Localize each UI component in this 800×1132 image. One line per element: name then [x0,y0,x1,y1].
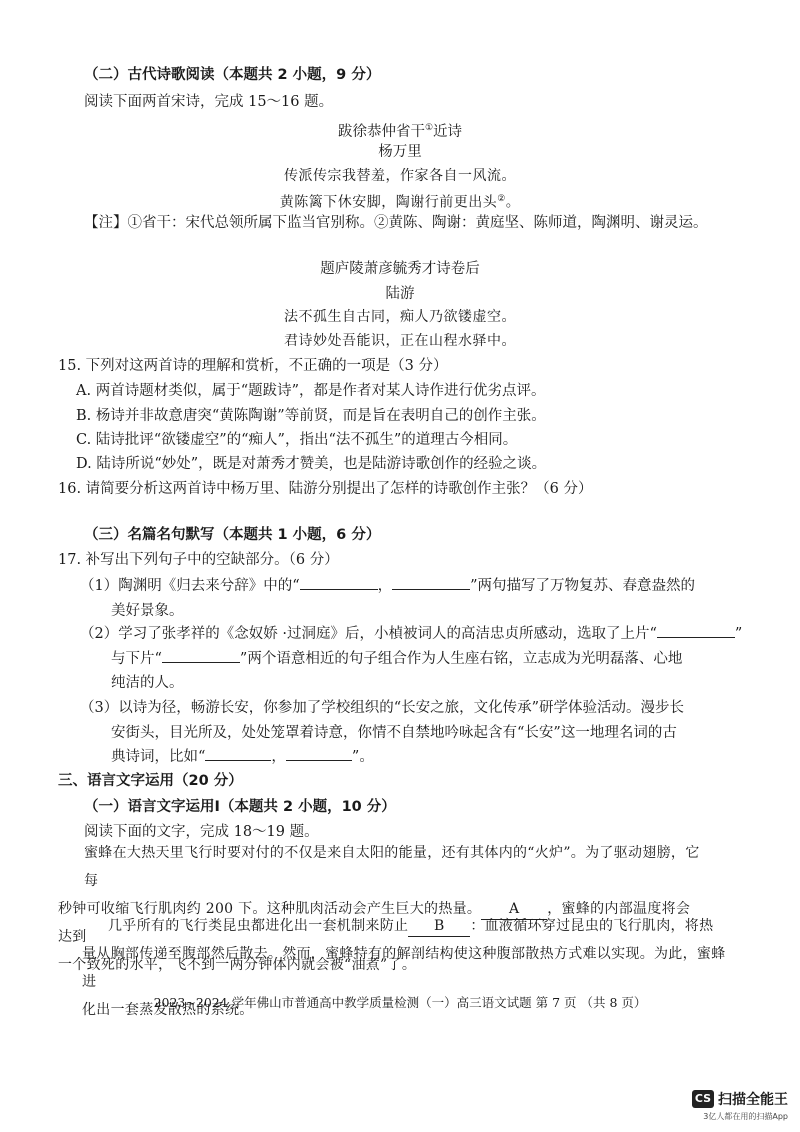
blank-17-1b[interactable] [392,575,470,590]
poem1-author: 杨万里 [378,144,422,160]
part-heading-language: 三、语言文字运用（20 分） [58,773,243,789]
question-17-item-2-cont: 与下片“ ”两个语意相近的句子组合作为人生座右铭，立志成为光明磊落、心地 [111,648,682,670]
instruction-language: 阅读下面的文字，完成 18～19 题。 [84,824,319,840]
poem1-note: 【注】①省干：宋代总领所属下监当官别称。②黄陈、陶谢：黄庭坚、陈师道，陶渊明、谢灵运。 [84,215,708,231]
question-17-stem: 17. 补写出下列句子中的空缺部分。（6 分） [58,552,339,568]
blank-17-2b[interactable] [162,648,240,663]
section-heading-recitation: （三）名篇名句默写（本题共 1 小题，6 分） [84,527,381,543]
page-footer: 2023~2024 学年佛山市普通高中教学质量检测（一）高三语文试题 第 7 页 （共 8 页） [153,995,647,1010]
question-17-item-3-cont: 安街头，目光所及，处处笼罩着诗意，你情不自禁地吟咏起含有“长安”这一地理名词的古 [111,725,677,741]
camscanner-logo-icon: CS [692,1090,714,1108]
blank-a[interactable]: A [481,899,547,920]
question-15-option-d: D. 陆诗所说“妙处”，既是对萧秀才赞美，也是陆游诗歌创作的经验之谈。 [76,456,547,472]
poem2-line2: 君诗妙处吾能识，正在山程水驿中。 [284,333,516,349]
blank-17-3b[interactable] [286,746,352,761]
watermark-name: 扫描全能王 [718,1092,788,1108]
question-15-option-c: C. 陆诗批评“欲镂虚空”的“痴人”，指出“法不孤生”的道理古今相同。 [76,432,518,448]
question-15-option-a: A. 两首诗题材类似，属于“题跋诗”，都是作者对某人诗作进行优劣点评。 [76,383,546,399]
question-17-item-3: （3）以诗为径，畅游长安，你参加了学校组织的“长安之旅，文化传承”研学体验活动。漫步长 [80,700,685,716]
question-15-stem: 15. 下列对这两首诗的理解和赏析，不正确的一项是（3 分） [58,358,448,374]
section-heading-poetry: （二）古代诗歌阅读（本题共 2 小题，9 分） [84,67,381,83]
scanner-watermark [692,1089,788,1122]
blank-17-2a[interactable] [657,623,735,638]
poem1-title: 跋徐恭仲省干①近诗 [337,123,463,140]
section-heading-language-1: （一）语言文字运用Ⅰ（本题共 2 小题，10 分） [84,799,396,815]
question-17-item-2: （2）学习了张孝祥的《念奴娇 ·过洞庭》后，小楨被词人的高洁忠贞所感动，选取了上片“ ” [80,623,742,645]
blank-17-1a[interactable] [300,575,378,590]
poem2-author: 陆游 [385,286,415,302]
passage-paragraph-2: 几乎所有的飞行类昆虫都进化出一套机制来防止 B ：血液循环穿过昆虫的飞行肌肉，将热 量从胸部传递至腹部然后散去。然而，蜜蜂特有的解剖结构使这种腹部散热方式难以实现。为此，蜜蜂进 化出一套蒸发散热的系统。 [82,918,726,1018]
instruction-poetry: 阅读下面两首宋诗，完成 15～16 题。 [84,94,334,110]
passage-paragraph-1: 蜜蜂在大热天里飞行时要对付的不仅是来自太阳的能量，还有其体内的“火炉”。为了驱动翅膀，它每 秒钟可收缩飞行肌肉约 200 下。这种肌肉活动会产生巨大的热量。 A ，蜜蜂的内部温度将会达到 一个致死的水平，飞不到一两分钟体内就会被“油煮”了。 [58,845,700,973]
question-17-item-1: （1）陶渊明《归去来兮辞》中的“ ， ”两句描写了万物复苏、春意盎然的 [80,575,695,597]
question-17-item-2-end: 纯洁的人。 [111,675,184,691]
watermark-tagline: 3亿人都在用的扫描App [703,1112,788,1121]
question-16: 16. 请简要分析这两首诗中杨万里、陆游分别提出了怎样的诗歌创作主张？（6 分） [58,481,593,497]
poem2-line1: 法不孤生自古同，痴人乃欲镂虚空。 [284,309,516,325]
poem1-line2: 黄陈篱下休安脚，陶谢行前更出头②。 [279,194,521,211]
question-17-item-3-end: 典诗词，比如“ ， ”。 [111,746,374,768]
poem2-title: 题庐陵萧彦毓秀才诗卷后 [320,261,480,277]
question-15-option-b: B. 杨诗并非故意唐突“黄陈陶谢”等前贤，而是旨在表明自己的创作主张。 [76,408,546,424]
blank-17-3a[interactable] [205,746,271,761]
blank-b[interactable]: B [408,916,470,937]
poem1-line1: 传派传宗我替羞，作家各自一风流。 [284,168,516,184]
question-17-item-1-cont: 美好景象。 [111,603,184,619]
